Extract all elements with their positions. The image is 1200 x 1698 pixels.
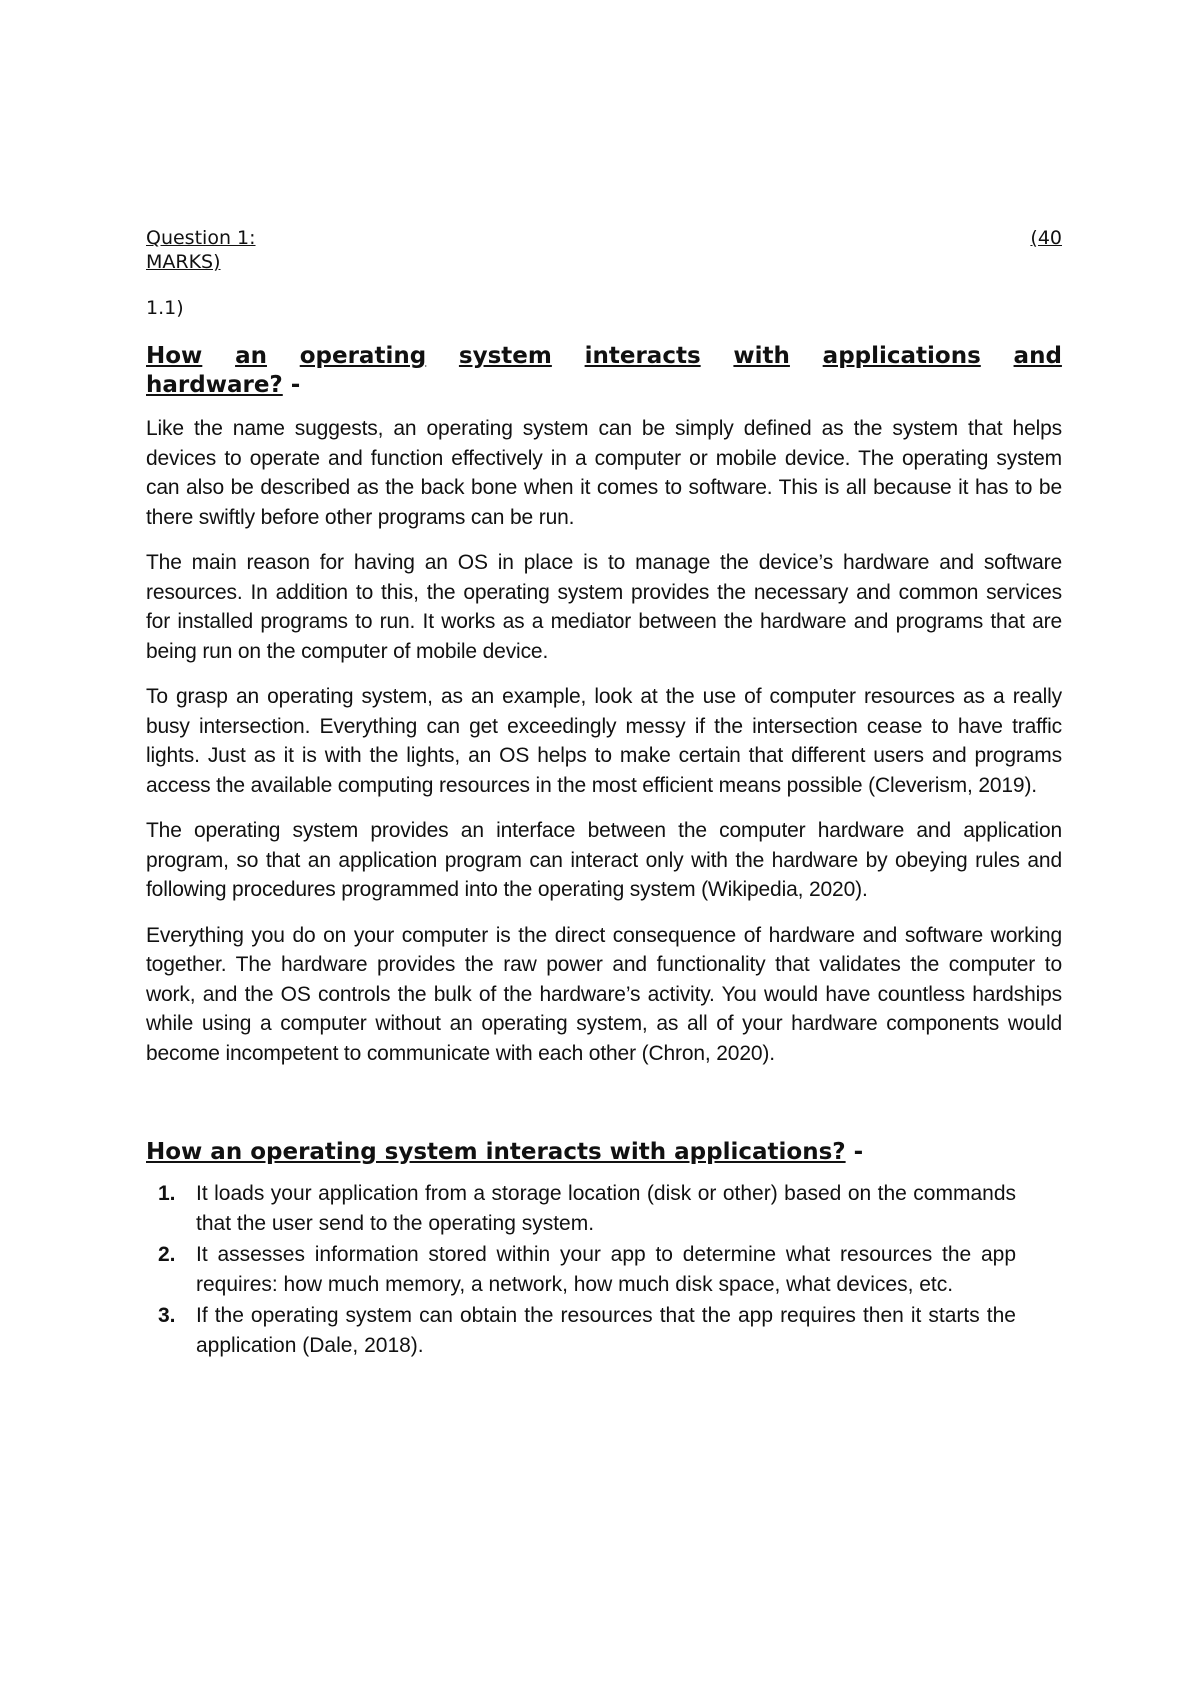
paragraph: Everything you do on your computer is the direct consequence of hardware and software working together. The hardware provides the raw power and functionality that validates the computer to work, and the OS controls the bulk of the hardware’s activity. You would have countless hardships while using a computer without an operating system, as all of your hardware components would become incompetent to communicate with each other (Chron, 2020). <box>146 923 1062 1065</box>
paragraph: Like the name suggests, an operating system can be simply defined as the system that helps devices to operate and function effectively in a computer or mobile device. The operating system can also be described as the back bone when it comes to software. This is all because it has to be there swiftly before other programs can be run. <box>146 417 1062 529</box>
list-item <box>146 1179 1016 1238</box>
heading-word: interacts <box>584 343 701 369</box>
heading-word: with <box>733 343 790 369</box>
section2-heading-text: How an operating system interacts with applications? <box>146 1139 846 1165</box>
paragraph: The main reason for having an OS in place is to manage the device’s hardware and software resources. In addition to this, the operating system provides the necessary and common services for installed programs to run. It works as a mediator between the hardware and programs that are being run on the computer of mobile device. <box>146 551 1062 663</box>
heading-word: How <box>146 343 203 369</box>
question-marks-open: (40 <box>1030 227 1062 249</box>
document-page <box>146 226 1062 1362</box>
heading-suffix: - <box>845 1139 864 1165</box>
list-item <box>146 1240 1016 1299</box>
question-header <box>146 226 1062 274</box>
question-title: Question 1: <box>146 227 256 249</box>
list-item <box>146 1301 1016 1360</box>
paragraph: To grasp an operating system, as an example, look at the use of computer resources as a really busy intersection. Everything can get exceedingly messy if the intersection cease to have traffic lights. Just as it is with the lights, an OS helps to make certain that different users and programs access the available computing resources in the most efficient means possible (Cleverism, 2019). <box>146 685 1062 797</box>
heading-word: hardware? <box>146 372 283 398</box>
heading-word: applications <box>822 343 981 369</box>
list-number: 1. <box>158 1182 176 1205</box>
question-marks-close: MARKS) <box>146 251 221 273</box>
list-text: If the operating system can obtain the resources that the app requires then it starts the application (Dale, 2018). <box>196 1304 1016 1357</box>
section1-heading-line2 <box>146 371 1062 400</box>
section2-heading <box>146 1138 1062 1167</box>
sub-question-number: 1.1) <box>146 297 184 319</box>
heading-word: operating <box>299 343 427 369</box>
section1-heading-line1 <box>146 342 1062 371</box>
heading-word: system <box>458 343 552 369</box>
list-number: 2. <box>158 1243 176 1266</box>
list-text: It loads your application from a storage location (disk or other) based on the commands that the user send to the operating system. <box>196 1182 1016 1235</box>
question-header-row <box>146 226 1062 250</box>
section1-heading <box>146 342 1062 400</box>
steps-list <box>146 1179 1016 1360</box>
paragraph: The operating system provides an interface between the computer hardware and application program, so that an application program can interact only with the hardware by obeying rules and following procedures programmed into the operating system (Wikipedia, 2020). <box>146 819 1062 901</box>
heading-suffix: - <box>282 372 301 398</box>
heading-word: an <box>235 343 267 369</box>
list-number: 3. <box>158 1304 176 1327</box>
list-text: It assesses information stored within your app to determine what resources the app requires: how much memory, a network, how much disk space, what devices, etc. <box>196 1243 1016 1296</box>
heading-word: and <box>1013 343 1062 369</box>
